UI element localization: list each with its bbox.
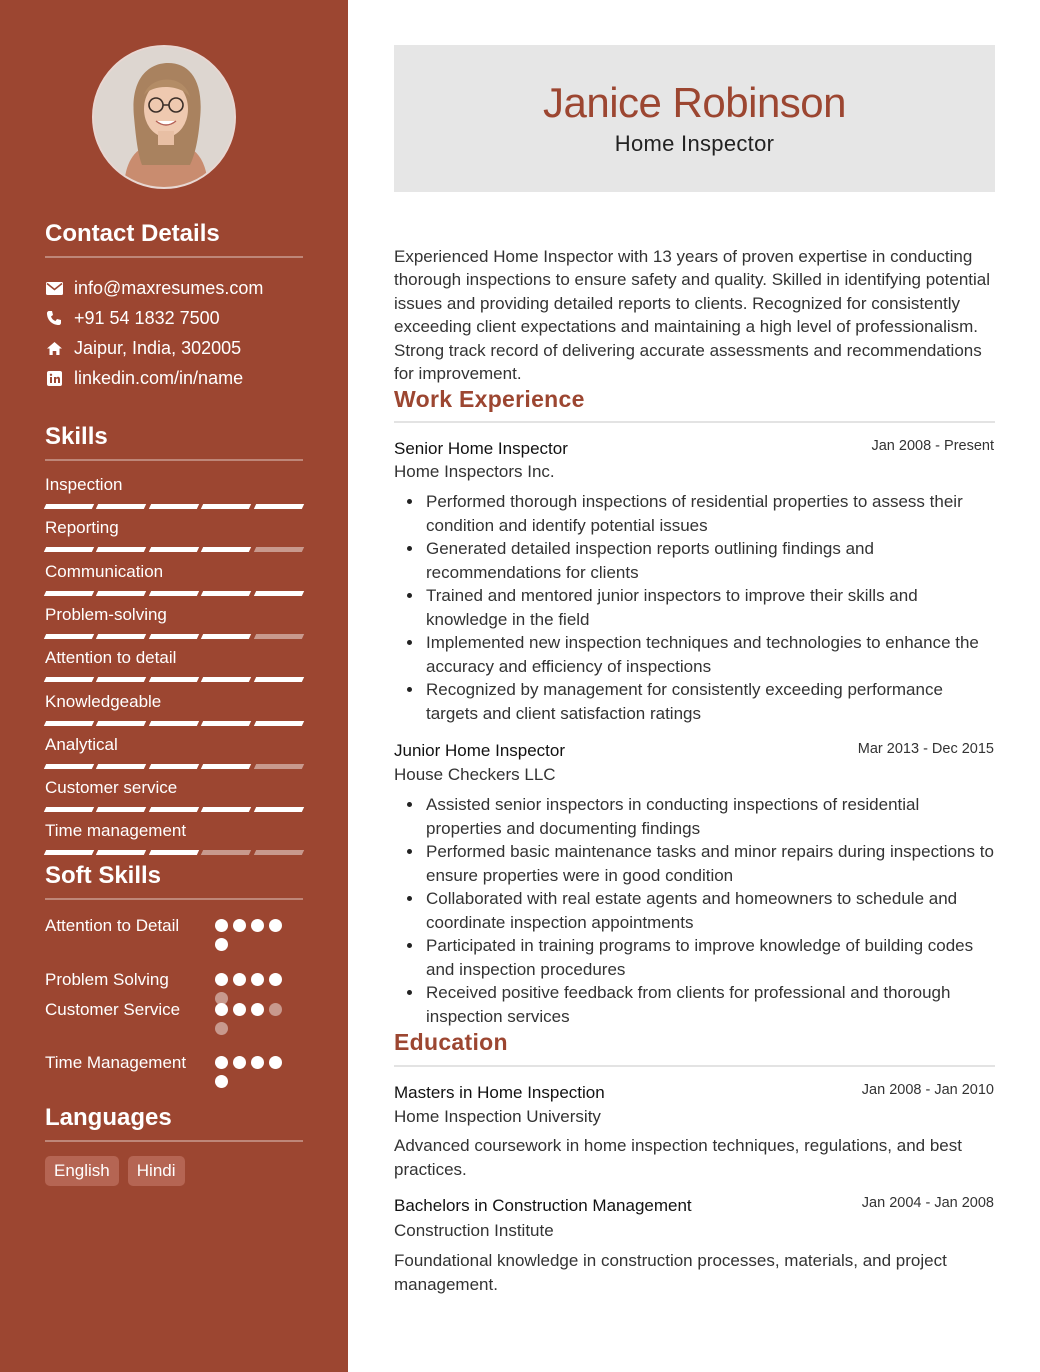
skill-name: Communication [45,561,164,581]
languages-divider [45,1140,303,1142]
soft-skill-name: Time Management [45,1053,187,1072]
job-title: Senior Home Inspector [394,439,568,458]
skill-level-bar [45,807,303,813]
soft-skill-name: Attention to Detail [45,916,180,935]
skill-level-bar [45,504,303,510]
skill-level-bar [45,850,303,856]
skill-level-segment [201,504,252,509]
job-dates: Jan 2008 - Present [871,438,994,454]
contact-linkedin-text: linkedin.com/in/name [74,367,244,388]
skill-level-segment [253,591,304,596]
rating-dot [233,1056,246,1069]
school-name: Home Inspection University [394,1107,601,1126]
skill-level-segment [96,547,147,552]
skill-level-segment [44,850,95,855]
skill-level-bar [45,591,303,597]
resume-header [394,45,995,192]
skills-heading: Skills [45,423,108,450]
skill-name: Reporting [45,518,119,538]
rating-dot [215,1056,228,1069]
skill-level-segment [96,850,147,855]
job-bullet: Implemented new inspection techniques and technologies to enhance the accuracy and efficiency of inspections [426,631,996,678]
skill-level-segment [44,591,95,596]
skills-divider [45,459,303,461]
school-name: Construction Institute [394,1221,554,1240]
rating-dot [215,938,228,951]
skill-level-segment [44,504,95,509]
education-divider [394,1065,995,1067]
skill-level-segment [201,764,252,769]
job-bullet: Assisted senior inspectors in conducting inspections of residential properties and documenting findings [426,793,996,840]
skill-level-segment [96,504,147,509]
job-title: Junior Home Inspector [394,741,566,760]
soft-skill-rating [215,1056,295,1088]
skill-name: Customer service [45,778,178,798]
skill-level-bar [45,721,303,727]
candidate-name: Janice Robinson [542,79,847,126]
skill-level-segment [201,547,252,552]
degree-title: Bachelors in Construction Management [394,1196,692,1215]
skill-level-segment [96,677,147,682]
job-bullet: Received positive feedback from clients for professional and thorough inspection services [426,981,996,1028]
job-bullet: Generated detailed inspection reports outlining findings and recommendations for clients [426,537,996,584]
rating-dot [215,1075,228,1088]
skill-level-segment [149,677,200,682]
skill-name: Inspection [45,475,123,494]
skill-level-segment [149,850,200,855]
skill-level-segment [201,850,252,855]
rating-dot [269,973,282,986]
job-bullets [426,793,996,1028]
language-tag: Hindi [128,1156,185,1186]
skill-level-segment [44,677,95,682]
contact-email-text: info@maxresumes.com [74,277,264,298]
skill-level-bar [45,677,303,683]
envelope-icon [45,279,63,297]
work-experience-divider [394,421,995,423]
rating-dot [233,1003,246,1016]
education-heading: Education [394,1029,508,1055]
rating-dot [215,1003,228,1016]
job-company: House Checkers LLC [394,765,556,784]
home-icon [45,339,63,357]
skill-level-segment [253,677,304,682]
candidate-title: Home Inspector [614,131,775,156]
skill-level-segment [253,764,304,769]
profile-photo [92,45,236,189]
skill-level-bar [45,547,303,553]
contact-divider [45,256,303,258]
skill-level-segment [96,721,147,726]
rating-dot [251,1003,264,1016]
skill-level-segment [201,634,252,639]
rating-dot [215,919,228,932]
rating-dot [233,919,246,932]
language-tags [45,1156,185,1186]
rating-dot [269,1003,282,1016]
skill-level-segment [44,721,95,726]
skill-level-segment [96,807,147,812]
soft-skill-name: Problem Solving [45,970,169,989]
rating-dot [269,1056,282,1069]
skill-level-segment [201,591,252,596]
skill-level-segment [96,591,147,596]
skill-level-segment [201,677,252,682]
soft-skill-name: Customer Service [45,1000,181,1019]
skill-name: Time management [45,821,187,841]
contact-linkedin[interactable] [45,367,243,389]
linkedin-icon [45,369,63,387]
skill-level-segment [44,764,95,769]
skill-level-segment [253,807,304,812]
degree-dates: Jan 2004 - Jan 2008 [861,1195,994,1211]
skill-level-segment [201,721,252,726]
rating-dot [215,973,228,986]
job-bullet: Performed thorough inspections of residential properties to assess their condition and identify potential issues [426,490,996,537]
degree-description: Foundational knowledge in construction processes, materials, and project management. [394,1251,947,1294]
skill-level-segment [201,807,252,812]
skill-name: Problem-solving [45,604,167,624]
profile-summary: Experienced Home Inspector with 13 years of proven expertise in conducting thorough inspections to ensure safety and quality. Skilled in identifying potential issues and providing detailed reports to clients. Recognized for consistently exceeding client expectations and maintaining a high level of professionalism. Strong track record of delivering accurate assessments and recommendations for improvement. [394,247,991,384]
work-experience-heading: Work Experience [394,386,585,412]
soft-skill-rating [215,919,295,951]
rating-dot [215,1022,228,1035]
soft-skills-divider [45,898,303,900]
contact-location [45,337,241,359]
rating-dot [251,919,264,932]
language-tag: English [45,1156,119,1186]
skill-level-segment [253,850,304,855]
skill-level-segment [96,764,147,769]
skill-name: Attention to detail [45,648,177,668]
rating-dot [251,973,264,986]
degree-dates: Jan 2008 - Jan 2010 [861,1082,994,1098]
job-dates: Mar 2013 - Dec 2015 [857,741,994,757]
soft-skill-rating [215,973,295,1005]
skill-level-segment [253,504,304,509]
contact-location-text: Jaipur, India, 302005 [74,337,242,358]
skill-level-bar [45,764,303,770]
contact-email[interactable] [45,277,263,299]
rating-dot [233,973,246,986]
skill-level-segment [149,721,200,726]
skill-level-segment [44,634,95,639]
skill-name: Knowledgeable [45,691,162,711]
skill-level-segment [96,634,147,639]
skill-level-segment [44,807,95,812]
skill-level-segment [149,591,200,596]
job-company: Home Inspectors Inc. [394,462,555,481]
languages-heading: Languages [45,1104,172,1131]
job-bullet: Performed basic maintenance tasks and minor repairs during inspections to ensure properties were in good condition [426,840,996,887]
sidebar [0,0,348,1372]
degree-description: Advanced coursework in home inspection techniques, regulations, and best practices. [394,1136,962,1179]
contact-phone[interactable] [45,307,220,329]
skill-level-segment [253,721,304,726]
job-bullet: Recognized by management for consistently exceeding performance targets and client satisfaction ratings [426,678,996,725]
skill-level-segment [253,634,304,639]
job-bullet: Participated in training programs to improve knowledge of building codes and inspection procedures [426,934,996,981]
soft-skill-rating [215,1003,295,1035]
skill-level-segment [149,807,200,812]
soft-skills-heading: Soft Skills [45,862,162,889]
skill-level-segment [253,547,304,552]
rating-dot [251,1056,264,1069]
skill-level-segment [149,764,200,769]
skill-level-segment [44,547,95,552]
skill-level-segment [149,504,200,509]
job-bullets [426,490,996,725]
phone-icon [45,309,63,327]
skill-level-segment [149,547,200,552]
rating-dot [269,919,282,932]
skill-level-bar [45,634,303,640]
job-bullet: Collaborated with real estate agents and homeowners to schedule and coordinate inspection appointments [426,887,996,934]
job-bullet: Trained and mentored junior inspectors to improve their skills and knowledge in the field [426,584,996,631]
skill-name: Analytical [45,734,118,754]
degree-title: Masters in Home Inspection [394,1083,605,1102]
contact-phone-text: +91 54 1832 7500 [74,307,220,328]
skill-level-segment [149,634,200,639]
contact-heading: Contact Details [45,220,220,247]
